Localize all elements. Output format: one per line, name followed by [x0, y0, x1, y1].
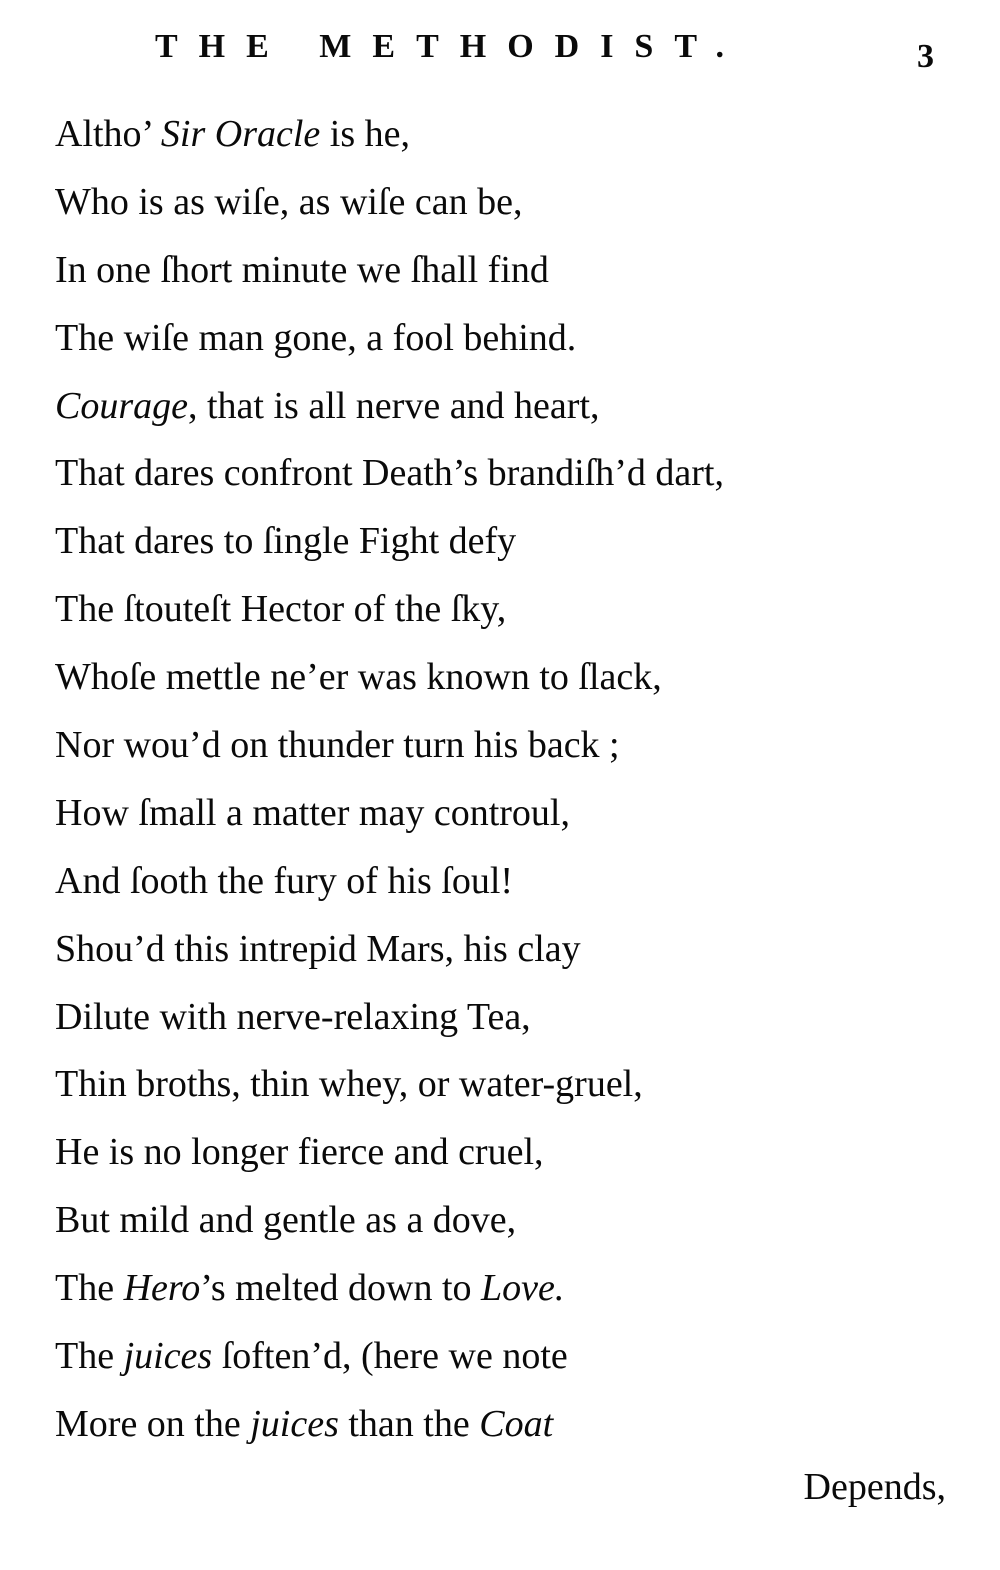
poem-text: [55, 101, 955, 1459]
page-number: 3: [917, 38, 934, 75]
catchword: Depends,: [803, 1466, 946, 1508]
poem-line: How ſmall a matter may controul,: [55, 791, 570, 834]
poem-line: Courage, that is all nerve and heart,: [55, 384, 600, 427]
poem-line: Shou’d this intrepid Mars, his clay: [55, 927, 581, 970]
poem-line: Thin broths, thin whey, or water-gruel,: [55, 1063, 643, 1106]
poem-line: Who is as wiſe, as wiſe can be,: [55, 180, 523, 223]
poem-line: That dares confront Death’s brandiſh’d dart,: [55, 452, 724, 495]
poem-line: That dares to ſingle Fight defy: [55, 520, 517, 563]
poem-line: Dilute with nerve-relaxing Tea,: [55, 995, 531, 1038]
poem-line: The Hero’s melted down to Love.: [55, 1267, 565, 1310]
poem-line: And ſooth the fury of his ſoul!: [55, 859, 514, 902]
poem-line: The wiſe man gone, a fool behind.: [55, 316, 577, 359]
running-title: THE METHODIST.: [155, 28, 745, 65]
poem-line: Altho’ Sir Oracle is he,: [55, 113, 410, 155]
poem-line: The juices ſoften’d, (here we note: [55, 1335, 568, 1378]
poem-line: But mild and gentle as a dove,: [55, 1199, 517, 1242]
poem-line: In one ſhort minute we ſhall find: [55, 248, 549, 291]
poem-line: The ſtouteſt Hector of the ſky,: [55, 588, 507, 631]
poem-line: More on the juices than the Coat: [55, 1402, 554, 1445]
poem-line: He is no longer fierce and cruel,: [55, 1131, 544, 1174]
poem-line: Whoſe mettle ne’er was known to ſlack,: [55, 656, 662, 699]
poem-line: Nor wou’d on thunder turn his back ;: [55, 724, 620, 767]
